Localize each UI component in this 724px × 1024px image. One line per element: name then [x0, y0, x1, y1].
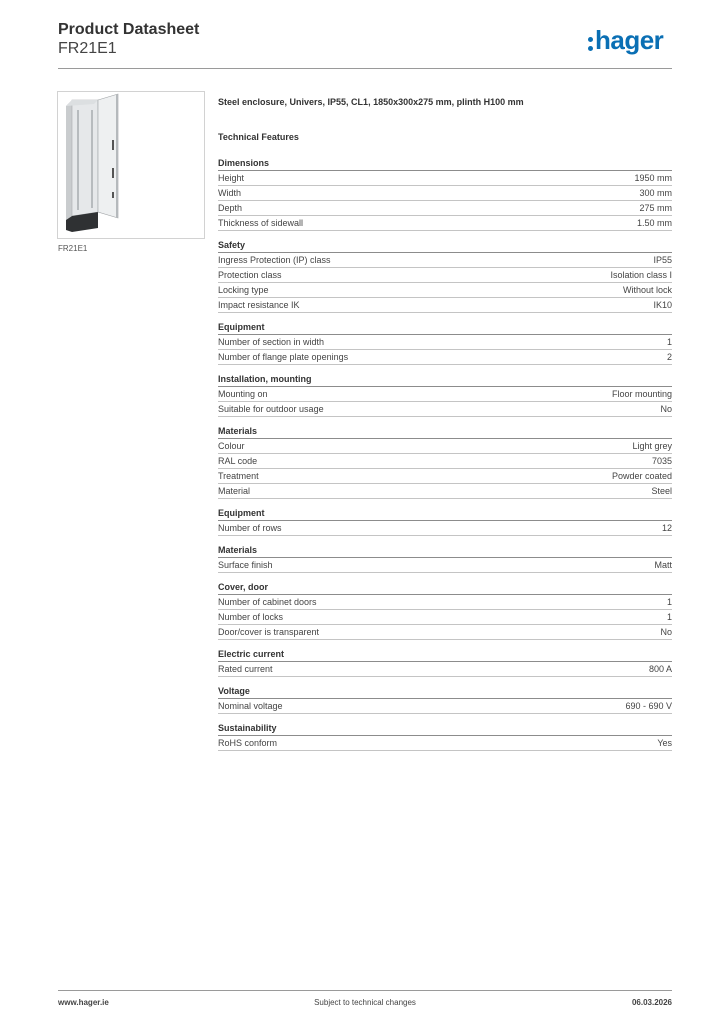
- spec-row: [218, 454, 672, 469]
- spec-row: [218, 201, 672, 216]
- spec-section: [218, 684, 672, 714]
- spec-row: [218, 625, 672, 640]
- spec-value: Yes: [657, 738, 672, 748]
- spec-section: [218, 721, 672, 751]
- spec-row: [218, 186, 672, 201]
- spec-label: Locking type: [218, 285, 269, 295]
- spec-label: Rated current: [218, 664, 273, 674]
- spec-label: Width: [218, 188, 242, 198]
- spec-label: RAL code: [218, 456, 258, 466]
- spec-row: [218, 298, 672, 313]
- section-title: Dimensions: [218, 156, 672, 171]
- spec-row: [218, 171, 672, 186]
- spec-label: Material: [218, 486, 251, 496]
- spec-label: Number of flange plate openings: [218, 352, 349, 362]
- spec-label: Suitable for outdoor usage: [218, 404, 324, 414]
- image-caption: FR21E1: [58, 244, 88, 253]
- spec-section: [218, 580, 672, 640]
- spec-label: Thickness of sidewall: [218, 218, 304, 228]
- specifications: [218, 95, 672, 751]
- spec-value: Without lock: [622, 285, 672, 295]
- spec-label: Number of rows: [218, 523, 282, 533]
- section-title: Safety: [218, 238, 672, 253]
- hager-logo: [588, 27, 672, 57]
- spec-section: [218, 320, 672, 365]
- spec-row: [218, 216, 672, 231]
- spec-row: [218, 402, 672, 417]
- spec-sections: [218, 156, 672, 751]
- spec-value: Matt: [654, 560, 672, 570]
- spec-row: [218, 335, 672, 350]
- spec-label: Number of cabinet doors: [218, 597, 317, 607]
- spec-section: [218, 543, 672, 573]
- spec-label: Mounting on: [218, 389, 268, 399]
- spec-row: [218, 484, 672, 499]
- section-title: Equipment: [218, 320, 672, 335]
- spec-value: 2: [666, 352, 672, 362]
- technical-features-heading: Technical Features: [218, 132, 299, 142]
- cabinet-illustration-icon: [58, 92, 204, 238]
- document-title: Product Datasheet: [58, 21, 200, 38]
- spec-value: Light grey: [632, 441, 672, 451]
- spec-row: [218, 350, 672, 365]
- spec-row: [218, 387, 672, 402]
- spec-label: Colour: [218, 441, 245, 451]
- spec-label: Treatment: [218, 471, 259, 481]
- header-divider: [58, 68, 672, 69]
- product-code: FR21E1: [58, 40, 117, 57]
- spec-value: IK10: [653, 300, 672, 310]
- section-title: Electric current: [218, 647, 672, 662]
- product-description: Steel enclosure, Univers, IP55, CL1, 1850x300x275 mm, plinth H100 mm: [218, 97, 524, 107]
- spec-value: 1: [666, 612, 672, 622]
- section-title: Sustainability: [218, 721, 672, 736]
- spec-section: [218, 424, 672, 499]
- spec-value: 1950 mm: [634, 173, 672, 183]
- spec-row: [218, 469, 672, 484]
- section-title: Materials: [218, 543, 672, 558]
- spec-value: 800 A: [648, 664, 672, 674]
- spec-row: [218, 558, 672, 573]
- spec-label: Number of section in width: [218, 337, 325, 347]
- spec-value: 1.50 mm: [636, 218, 672, 228]
- section-title: Cover, door: [218, 580, 672, 595]
- spec-section: [218, 647, 672, 677]
- spec-row: [218, 439, 672, 454]
- logo-text: hager: [595, 25, 664, 55]
- spec-label: Protection class: [218, 270, 282, 280]
- spec-row: [218, 595, 672, 610]
- spec-section: [218, 238, 672, 313]
- section-title: Materials: [218, 424, 672, 439]
- section-title: Installation, mounting: [218, 372, 672, 387]
- spec-row: [218, 610, 672, 625]
- spec-row: [218, 521, 672, 536]
- footer-divider: [58, 990, 672, 991]
- spec-value: Powder coated: [611, 471, 672, 481]
- spec-row: [218, 736, 672, 751]
- spec-value: 1: [666, 597, 672, 607]
- spec-value: 275 mm: [639, 203, 672, 213]
- spec-value: 12: [661, 523, 672, 533]
- spec-value: No: [660, 404, 672, 414]
- logo-dots-icon: [588, 36, 593, 54]
- page-header: [58, 21, 672, 71]
- spec-row: [218, 268, 672, 283]
- spec-row: [218, 283, 672, 298]
- footer-date: 06.03.2026: [631, 998, 672, 1007]
- spec-value: IP55: [653, 255, 672, 265]
- spec-section: [218, 506, 672, 536]
- footer-note: Subject to technical changes: [314, 998, 416, 1007]
- spec-value: 690 - 690 V: [625, 701, 672, 711]
- spec-value: Floor mounting: [611, 389, 672, 399]
- spec-label: Nominal voltage: [218, 701, 283, 711]
- spec-section: [218, 372, 672, 417]
- spec-row: [218, 253, 672, 268]
- spec-row: [218, 699, 672, 714]
- spec-section: [218, 156, 672, 231]
- spec-label: Door/cover is transparent: [218, 627, 320, 637]
- spec-label: Ingress Protection (IP) class: [218, 255, 331, 265]
- spec-label: Number of locks: [218, 612, 284, 622]
- spec-label: Depth: [218, 203, 243, 213]
- product-image: [57, 91, 205, 239]
- spec-label: Impact resistance IK: [218, 300, 300, 310]
- spec-value: No: [660, 627, 672, 637]
- page-footer: [58, 998, 672, 1010]
- spec-value: Isolation class I: [610, 270, 672, 280]
- spec-value: Steel: [651, 486, 672, 496]
- spec-label: RoHS conform: [218, 738, 278, 748]
- spec-label: Surface finish: [218, 560, 273, 570]
- footer-website[interactable]: www.hager.ie: [58, 998, 109, 1007]
- spec-value: 7035: [651, 456, 672, 466]
- section-title: Equipment: [218, 506, 672, 521]
- spec-row: [218, 662, 672, 677]
- spec-label: Height: [218, 173, 245, 183]
- spec-value: 300 mm: [639, 188, 672, 198]
- spec-value: 1: [666, 337, 672, 347]
- section-title: Voltage: [218, 684, 672, 699]
